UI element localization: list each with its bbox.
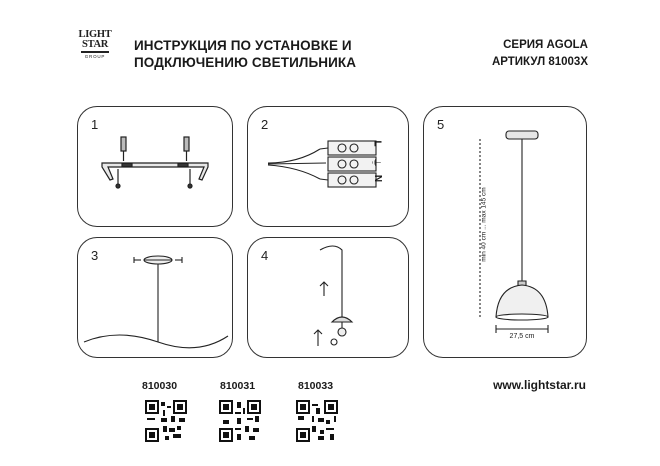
step-1-number: 1 <box>91 117 99 132</box>
step-2-panel <box>247 106 409 227</box>
product-code-3: 810033 <box>298 380 334 392</box>
brand-logo <box>78 30 112 76</box>
website-link[interactable]: www.lightstar.ru <box>493 378 586 392</box>
step-3-panel <box>77 237 233 358</box>
dimension-illustration <box>424 107 588 359</box>
terminal-label-earth: ⏚ <box>369 157 381 168</box>
step-5-panel <box>423 106 587 358</box>
product-info <box>440 37 588 71</box>
canopy-mounting-illustration <box>78 238 234 359</box>
terminal-label-n: N <box>372 174 384 183</box>
height-dimension-label: min 40 cm ... max 145 cm <box>480 187 488 262</box>
step-1-panel <box>77 106 233 227</box>
qr-code-810031[interactable] <box>219 400 261 442</box>
step-2-number: 2 <box>261 117 269 132</box>
step-4-number: 4 <box>261 248 269 263</box>
step-5-number: 5 <box>437 117 445 132</box>
product-code-1: 810030 <box>142 380 178 392</box>
document-title <box>134 37 404 71</box>
series-label: СЕРИЯ AGOLA <box>503 39 588 51</box>
title-line-1: ИНСТРУКЦИЯ ПО УСТАНОВКЕ И <box>134 38 352 53</box>
width-dimension-label: 27,5 cm <box>509 333 535 340</box>
logo-text-line3: GROUP <box>84 54 106 59</box>
qr-code-810030[interactable] <box>145 400 187 442</box>
title-line-2: ПОДКЛЮЧЕНИЮ СВЕТИЛЬНИКА <box>134 55 357 70</box>
wiring-terminal-illustration <box>248 107 410 228</box>
qr-code-810033[interactable] <box>296 400 338 442</box>
article-label: АРТИКУЛ 81003X <box>491 56 588 68</box>
bracket-mounting-illustration <box>78 107 234 228</box>
terminal-label-l: L <box>371 140 383 147</box>
lamp-assembly-illustration <box>248 238 410 359</box>
product-code-2: 810031 <box>220 380 256 392</box>
step-4-panel <box>247 237 409 358</box>
step-3-number: 3 <box>91 248 99 263</box>
logo-text-line1: LIGHT <box>78 29 112 40</box>
logo-text-line2: STAR <box>81 39 109 50</box>
